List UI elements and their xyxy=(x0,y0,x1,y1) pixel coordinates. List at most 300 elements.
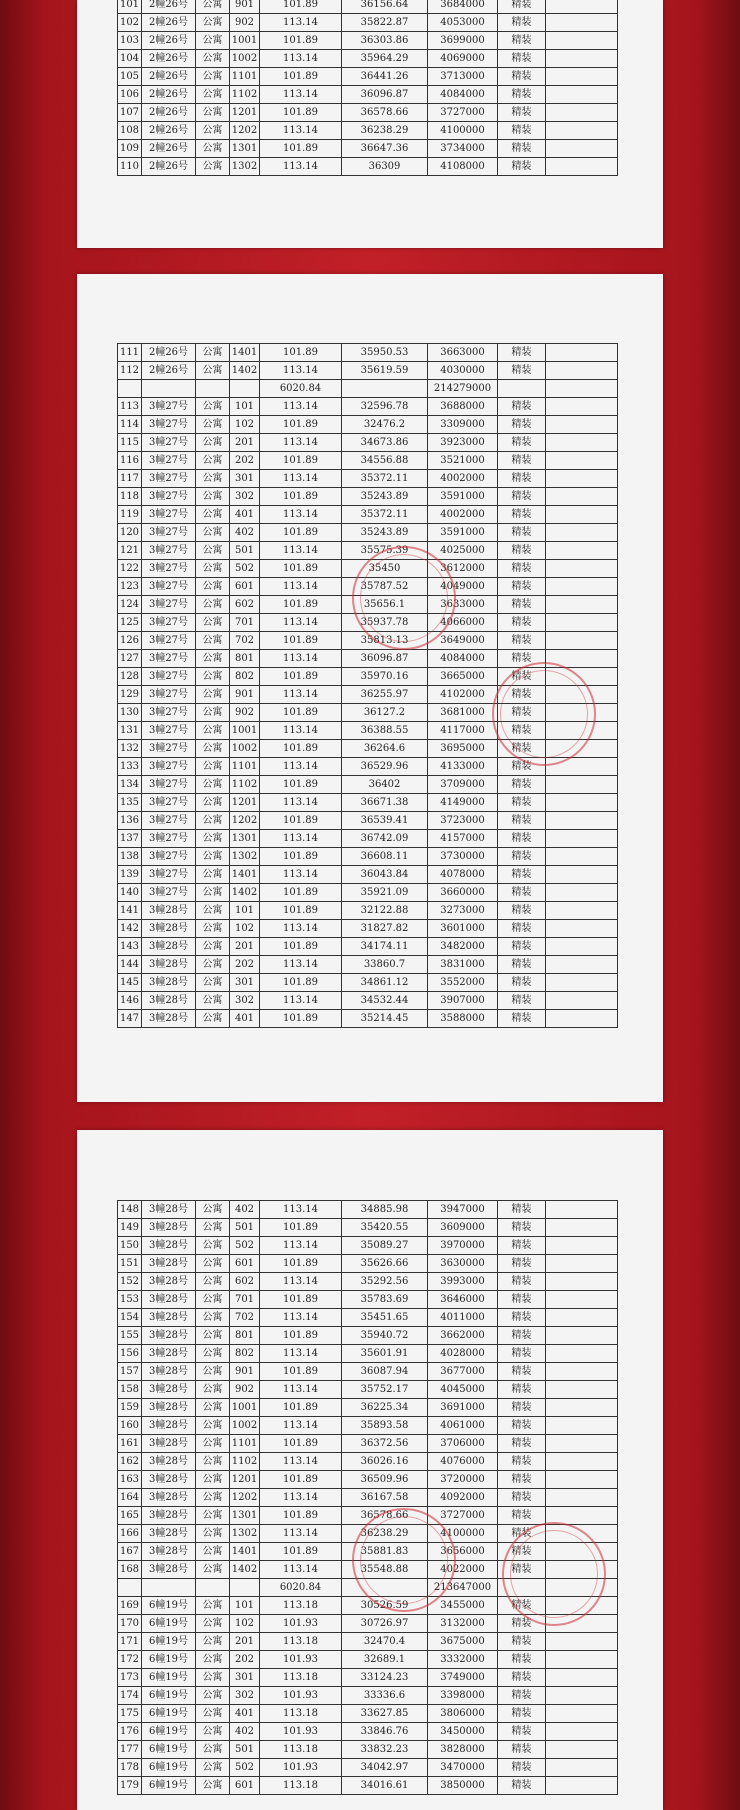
row-number-cell: 146 xyxy=(118,992,142,1010)
building-cell: 3幢28号 xyxy=(142,992,196,1010)
type-cell: 公寓 xyxy=(196,1363,230,1381)
unit-cell: 1402 xyxy=(230,884,260,902)
type-cell xyxy=(196,1579,230,1597)
building-cell: 3幢28号 xyxy=(142,1435,196,1453)
unit-price-cell: 35548.88 xyxy=(342,1561,428,1579)
row-number-cell: 158 xyxy=(118,1381,142,1399)
unit-price-cell: 36539.41 xyxy=(342,812,428,830)
blank-cell xyxy=(546,758,618,776)
type-cell: 公寓 xyxy=(196,488,230,506)
blank-cell xyxy=(546,1741,618,1759)
blank-cell xyxy=(546,974,618,992)
row-number-cell: 169 xyxy=(118,1597,142,1615)
blank-cell xyxy=(546,14,618,32)
document-page-3 xyxy=(77,1130,663,1810)
table-row xyxy=(118,158,618,176)
building-cell: 3幢27号 xyxy=(142,470,196,488)
unit-cell: 901 xyxy=(230,1363,260,1381)
finish-cell: 精装 xyxy=(498,0,546,14)
blank-cell xyxy=(546,560,618,578)
total-price-cell: 3663000 xyxy=(428,344,498,362)
blank-cell xyxy=(546,1723,618,1741)
unit-cell: 1102 xyxy=(230,1453,260,1471)
blank-cell xyxy=(546,140,618,158)
area-cell: 101.89 xyxy=(260,740,342,758)
unit-price-cell xyxy=(342,1579,428,1597)
table-row xyxy=(118,938,618,956)
total-price-cell: 213647000 xyxy=(428,1579,498,1597)
unit-cell: 1201 xyxy=(230,794,260,812)
row-number-cell: 147 xyxy=(118,1010,142,1028)
unit-cell: 1102 xyxy=(230,776,260,794)
unit-price-cell: 35450 xyxy=(342,560,428,578)
unit-cell: 202 xyxy=(230,956,260,974)
table-row xyxy=(118,524,618,542)
unit-price-cell: 35937.78 xyxy=(342,614,428,632)
type-cell: 公寓 xyxy=(196,1237,230,1255)
type-cell: 公寓 xyxy=(196,686,230,704)
area-cell: 113.14 xyxy=(260,122,342,140)
total-price-cell: 3677000 xyxy=(428,1363,498,1381)
unit-cell: 701 xyxy=(230,614,260,632)
finish-cell: 精装 xyxy=(498,902,546,920)
row-number-cell: 142 xyxy=(118,920,142,938)
table-row xyxy=(118,1255,618,1273)
building-cell: 3幢27号 xyxy=(142,776,196,794)
total-price-cell: 3588000 xyxy=(428,1010,498,1028)
building-cell: 3幢27号 xyxy=(142,596,196,614)
table-row xyxy=(118,830,618,848)
area-cell: 113.14 xyxy=(260,158,342,176)
blank-cell xyxy=(546,1453,618,1471)
unit-cell: 601 xyxy=(230,1777,260,1795)
finish-cell: 精装 xyxy=(498,1219,546,1237)
unit-price-cell: 31827.82 xyxy=(342,920,428,938)
total-price-cell: 3720000 xyxy=(428,1471,498,1489)
blank-cell xyxy=(546,1615,618,1633)
table-row xyxy=(118,902,618,920)
finish-cell: 精装 xyxy=(498,362,546,380)
unit-price-cell: 36529.96 xyxy=(342,758,428,776)
type-cell: 公寓 xyxy=(196,1471,230,1489)
blank-cell xyxy=(546,830,618,848)
area-cell: 113.14 xyxy=(260,992,342,1010)
table-row xyxy=(118,104,618,122)
area-cell: 101.89 xyxy=(260,0,342,14)
area-cell: 113.14 xyxy=(260,1309,342,1327)
total-price-cell: 4133000 xyxy=(428,758,498,776)
building-cell: 6幢19号 xyxy=(142,1759,196,1777)
finish-cell: 精装 xyxy=(498,866,546,884)
unit-cell: 301 xyxy=(230,470,260,488)
total-price-cell: 3132000 xyxy=(428,1615,498,1633)
unit-price-cell: 36578.66 xyxy=(342,104,428,122)
blank-cell xyxy=(546,1309,618,1327)
row-number-cell: 139 xyxy=(118,866,142,884)
total-price-cell: 3947000 xyxy=(428,1201,498,1219)
total-price-cell: 3723000 xyxy=(428,812,498,830)
blank-cell xyxy=(546,578,618,596)
unit-cell: 601 xyxy=(230,578,260,596)
finish-cell: 精装 xyxy=(498,1327,546,1345)
table-row xyxy=(118,632,618,650)
blank-cell xyxy=(546,470,618,488)
total-price-cell: 4157000 xyxy=(428,830,498,848)
row-number-cell: 106 xyxy=(118,86,142,104)
total-price-cell: 3706000 xyxy=(428,1435,498,1453)
unit-price-cell: 34532.44 xyxy=(342,992,428,1010)
finish-cell: 精装 xyxy=(498,1597,546,1615)
type-cell xyxy=(196,380,230,398)
row-number-cell: 171 xyxy=(118,1633,142,1651)
table-row xyxy=(118,596,618,614)
type-cell: 公寓 xyxy=(196,812,230,830)
unit-price-cell: 36608.11 xyxy=(342,848,428,866)
blank-cell xyxy=(546,668,618,686)
type-cell: 公寓 xyxy=(196,362,230,380)
finish-cell: 精装 xyxy=(498,1363,546,1381)
row-number-cell: 162 xyxy=(118,1453,142,1471)
type-cell: 公寓 xyxy=(196,1381,230,1399)
row-number-cell: 112 xyxy=(118,362,142,380)
building-cell: 2幢26号 xyxy=(142,68,196,86)
unit-price-cell: 30526.59 xyxy=(342,1597,428,1615)
total-price-cell: 3850000 xyxy=(428,1777,498,1795)
total-price-cell: 3273000 xyxy=(428,902,498,920)
unit-price-cell: 36309 xyxy=(342,158,428,176)
unit-cell: 702 xyxy=(230,632,260,650)
finish-cell: 精装 xyxy=(498,1381,546,1399)
unit-cell: 201 xyxy=(230,434,260,452)
finish-cell: 精装 xyxy=(498,1669,546,1687)
blank-cell xyxy=(546,1525,618,1543)
unit-price-cell xyxy=(342,380,428,398)
unit-price-cell: 34174.11 xyxy=(342,938,428,956)
table-row xyxy=(118,866,618,884)
type-cell: 公寓 xyxy=(196,974,230,992)
blank-cell xyxy=(546,704,618,722)
finish-cell: 精装 xyxy=(498,1705,546,1723)
building-cell: 2幢26号 xyxy=(142,104,196,122)
table-row xyxy=(118,14,618,32)
blank-cell xyxy=(546,1561,618,1579)
unit-price-cell: 35243.89 xyxy=(342,524,428,542)
type-cell: 公寓 xyxy=(196,956,230,974)
area-cell: 113.14 xyxy=(260,650,342,668)
blank-cell xyxy=(546,722,618,740)
area-cell: 101.89 xyxy=(260,1219,342,1237)
total-price-cell: 3552000 xyxy=(428,974,498,992)
area-cell: 113.14 xyxy=(260,920,342,938)
table-row xyxy=(118,992,618,1010)
total-price-cell: 3831000 xyxy=(428,956,498,974)
type-cell: 公寓 xyxy=(196,104,230,122)
blank-cell xyxy=(546,614,618,632)
type-cell: 公寓 xyxy=(196,344,230,362)
table-row xyxy=(118,1435,618,1453)
total-price-cell: 4084000 xyxy=(428,86,498,104)
table-row xyxy=(118,1201,618,1219)
table-row xyxy=(118,1273,618,1291)
area-cell: 113.18 xyxy=(260,1633,342,1651)
unit-cell: 1002 xyxy=(230,50,260,68)
finish-cell: 精装 xyxy=(498,104,546,122)
finish-cell: 精装 xyxy=(498,704,546,722)
row-number-cell: 107 xyxy=(118,104,142,122)
unit-cell: 1202 xyxy=(230,812,260,830)
blank-cell xyxy=(546,1219,618,1237)
area-cell: 113.14 xyxy=(260,758,342,776)
row-number-cell: 153 xyxy=(118,1291,142,1309)
blank-cell xyxy=(546,920,618,938)
unit-cell: 1201 xyxy=(230,104,260,122)
row-number-cell: 176 xyxy=(118,1723,142,1741)
total-price-cell: 4049000 xyxy=(428,578,498,596)
finish-cell: 精装 xyxy=(498,32,546,50)
unit-price-cell: 35950.53 xyxy=(342,344,428,362)
area-cell: 113.14 xyxy=(260,470,342,488)
type-cell: 公寓 xyxy=(196,1291,230,1309)
building-cell: 3幢28号 xyxy=(142,1561,196,1579)
building-cell: 3幢27号 xyxy=(142,398,196,416)
unit-price-cell: 36264.6 xyxy=(342,740,428,758)
finish-cell: 精装 xyxy=(498,578,546,596)
finish-cell: 精装 xyxy=(498,542,546,560)
table-row xyxy=(118,470,618,488)
unit-price-cell: 35822.87 xyxy=(342,14,428,32)
row-number-cell: 172 xyxy=(118,1651,142,1669)
row-number-cell: 150 xyxy=(118,1237,142,1255)
row-number-cell: 138 xyxy=(118,848,142,866)
unit-cell: 1102 xyxy=(230,86,260,104)
row-number-cell: 115 xyxy=(118,434,142,452)
table-row xyxy=(118,1399,618,1417)
total-price-cell: 4117000 xyxy=(428,722,498,740)
row-number-cell: 125 xyxy=(118,614,142,632)
finish-cell: 精装 xyxy=(498,722,546,740)
row-number-cell: 118 xyxy=(118,488,142,506)
building-cell: 3幢27号 xyxy=(142,560,196,578)
row-number-cell: 168 xyxy=(118,1561,142,1579)
row-number-cell: 159 xyxy=(118,1399,142,1417)
building-cell xyxy=(142,1579,196,1597)
price-table-page-3 xyxy=(117,1200,618,1795)
table-row xyxy=(118,1633,618,1651)
total-price-cell: 3450000 xyxy=(428,1723,498,1741)
area-cell: 113.14 xyxy=(260,14,342,32)
building-cell: 3幢28号 xyxy=(142,1010,196,1028)
blank-cell xyxy=(546,104,618,122)
row-number-cell: 141 xyxy=(118,902,142,920)
row-number-cell: 102 xyxy=(118,14,142,32)
type-cell: 公寓 xyxy=(196,14,230,32)
unit-cell: 502 xyxy=(230,1759,260,1777)
finish-cell: 精装 xyxy=(498,776,546,794)
unit-price-cell: 36255.97 xyxy=(342,686,428,704)
row-number-cell: 165 xyxy=(118,1507,142,1525)
total-price-cell: 3749000 xyxy=(428,1669,498,1687)
area-cell: 113.14 xyxy=(260,578,342,596)
finish-cell: 精装 xyxy=(498,614,546,632)
row-number-cell: 103 xyxy=(118,32,142,50)
row-number-cell: 155 xyxy=(118,1327,142,1345)
unit-cell: 501 xyxy=(230,1219,260,1237)
area-cell: 113.18 xyxy=(260,1705,342,1723)
unit-price-cell: 35940.72 xyxy=(342,1327,428,1345)
unit-cell: 101 xyxy=(230,1597,260,1615)
unit-price-cell: 35451.65 xyxy=(342,1309,428,1327)
finish-cell: 精装 xyxy=(498,506,546,524)
table-row xyxy=(118,1381,618,1399)
row-number-cell: 129 xyxy=(118,686,142,704)
unit-cell: 401 xyxy=(230,506,260,524)
row-number-cell: 152 xyxy=(118,1273,142,1291)
blank-cell xyxy=(546,596,618,614)
table-row xyxy=(118,776,618,794)
unit-price-cell: 35964.29 xyxy=(342,50,428,68)
table-row xyxy=(118,506,618,524)
total-price-cell: 4092000 xyxy=(428,1489,498,1507)
blank-cell xyxy=(546,812,618,830)
finish-cell: 精装 xyxy=(498,434,546,452)
type-cell: 公寓 xyxy=(196,794,230,812)
finish-cell xyxy=(498,1579,546,1597)
blank-cell xyxy=(546,1705,618,1723)
blank-cell xyxy=(546,1579,618,1597)
total-price-cell: 4030000 xyxy=(428,362,498,380)
table-row xyxy=(118,1327,618,1345)
finish-cell: 精装 xyxy=(498,416,546,434)
area-cell: 113.14 xyxy=(260,614,342,632)
area-cell: 113.14 xyxy=(260,1561,342,1579)
finish-cell: 精装 xyxy=(498,560,546,578)
area-cell: 113.14 xyxy=(260,1489,342,1507)
area-cell: 113.14 xyxy=(260,686,342,704)
row-number-cell: 149 xyxy=(118,1219,142,1237)
unit-cell: 1002 xyxy=(230,740,260,758)
unit-cell: 802 xyxy=(230,1345,260,1363)
blank-cell xyxy=(546,1435,618,1453)
type-cell: 公寓 xyxy=(196,1543,230,1561)
total-price-cell: 4149000 xyxy=(428,794,498,812)
unit-cell: 801 xyxy=(230,1327,260,1345)
unit-cell: 1001 xyxy=(230,722,260,740)
total-price-cell: 4061000 xyxy=(428,1417,498,1435)
building-cell: 3幢28号 xyxy=(142,1453,196,1471)
blank-cell xyxy=(546,1381,618,1399)
finish-cell: 精装 xyxy=(498,1633,546,1651)
unit-price-cell: 32470.4 xyxy=(342,1633,428,1651)
type-cell: 公寓 xyxy=(196,1615,230,1633)
area-cell: 113.14 xyxy=(260,1453,342,1471)
table-row xyxy=(118,740,618,758)
building-cell: 3幢27号 xyxy=(142,614,196,632)
area-cell: 113.14 xyxy=(260,722,342,740)
area-cell: 101.89 xyxy=(260,68,342,86)
finish-cell: 精装 xyxy=(498,398,546,416)
table-row xyxy=(118,758,618,776)
building-cell: 3幢28号 xyxy=(142,1201,196,1219)
unit-price-cell: 34556.88 xyxy=(342,452,428,470)
unit-cell: 602 xyxy=(230,1273,260,1291)
total-price-cell: 4002000 xyxy=(428,506,498,524)
row-number-cell: 113 xyxy=(118,398,142,416)
building-cell: 3幢28号 xyxy=(142,920,196,938)
unit-cell: 301 xyxy=(230,1669,260,1687)
total-price-cell: 3675000 xyxy=(428,1633,498,1651)
finish-cell: 精装 xyxy=(498,956,546,974)
blank-cell xyxy=(546,1399,618,1417)
blank-cell xyxy=(546,32,618,50)
type-cell: 公寓 xyxy=(196,1309,230,1327)
unit-price-cell: 35783.69 xyxy=(342,1291,428,1309)
type-cell: 公寓 xyxy=(196,32,230,50)
type-cell: 公寓 xyxy=(196,992,230,1010)
blank-cell xyxy=(546,956,618,974)
total-price-cell: 3601000 xyxy=(428,920,498,938)
type-cell: 公寓 xyxy=(196,524,230,542)
table-row xyxy=(118,434,618,452)
type-cell: 公寓 xyxy=(196,1651,230,1669)
building-cell: 2幢26号 xyxy=(142,122,196,140)
type-cell: 公寓 xyxy=(196,1417,230,1435)
building-cell: 3幢28号 xyxy=(142,938,196,956)
unit-cell xyxy=(230,1579,260,1597)
unit-cell: 102 xyxy=(230,1615,260,1633)
finish-cell: 精装 xyxy=(498,1435,546,1453)
type-cell: 公寓 xyxy=(196,866,230,884)
table-row xyxy=(118,1723,618,1741)
blank-cell xyxy=(546,740,618,758)
unit-cell: 102 xyxy=(230,416,260,434)
finish-cell: 精装 xyxy=(498,1687,546,1705)
unit-price-cell: 36043.84 xyxy=(342,866,428,884)
building-cell: 3幢28号 xyxy=(142,1273,196,1291)
table-row xyxy=(118,344,618,362)
row-number-cell: 134 xyxy=(118,776,142,794)
type-cell: 公寓 xyxy=(196,1255,230,1273)
blank-cell xyxy=(546,416,618,434)
table-row xyxy=(118,614,618,632)
building-cell: 3幢28号 xyxy=(142,1237,196,1255)
building-cell xyxy=(142,380,196,398)
row-number-cell: 123 xyxy=(118,578,142,596)
finish-cell: 精装 xyxy=(498,524,546,542)
building-cell: 3幢27号 xyxy=(142,578,196,596)
unit-cell: 1402 xyxy=(230,362,260,380)
type-cell: 公寓 xyxy=(196,614,230,632)
unit-cell: 1001 xyxy=(230,1399,260,1417)
type-cell: 公寓 xyxy=(196,50,230,68)
unit-cell: 901 xyxy=(230,686,260,704)
unit-cell: 1401 xyxy=(230,344,260,362)
type-cell: 公寓 xyxy=(196,1723,230,1741)
blank-cell xyxy=(546,1471,618,1489)
type-cell: 公寓 xyxy=(196,542,230,560)
price-table-page-1 xyxy=(117,0,618,176)
row-number-cell: 101 xyxy=(118,0,142,14)
unit-price-cell: 36441.26 xyxy=(342,68,428,86)
type-cell: 公寓 xyxy=(196,668,230,686)
type-cell: 公寓 xyxy=(196,1705,230,1723)
unit-cell: 1101 xyxy=(230,758,260,776)
unit-price-cell: 32122.88 xyxy=(342,902,428,920)
finish-cell: 精装 xyxy=(498,1201,546,1219)
type-cell: 公寓 xyxy=(196,1201,230,1219)
unit-price-cell: 30726.97 xyxy=(342,1615,428,1633)
finish-cell: 精装 xyxy=(498,974,546,992)
finish-cell: 精装 xyxy=(498,938,546,956)
